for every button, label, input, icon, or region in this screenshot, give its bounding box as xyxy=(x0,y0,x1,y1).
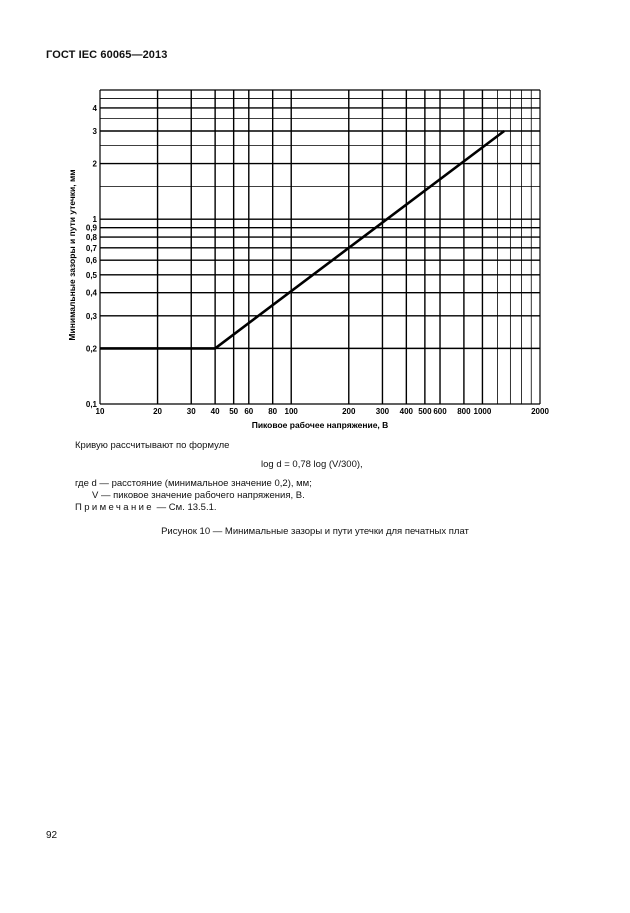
y-tick-label: 4 xyxy=(92,103,97,113)
y-tick-label: 0,2 xyxy=(85,344,97,354)
note-text: — См. 13.5.1. xyxy=(154,502,217,513)
x-tick-label: 500 xyxy=(418,407,432,416)
y-axis-label: Минимальные зазоры и пути утечки, мм xyxy=(67,169,77,341)
formula-intro: Кривую рассчитывают по формуле xyxy=(75,440,230,451)
y-tick-label: 0,5 xyxy=(85,270,97,280)
y-tick-label: 0,9 xyxy=(85,223,97,233)
x-tick-label: 10 xyxy=(95,407,105,416)
x-tick-label: 50 xyxy=(229,407,239,416)
y-tick-label: 1 xyxy=(92,215,97,225)
x-tick-label: 30 xyxy=(186,407,196,416)
y-tick-label: 0,1 xyxy=(85,400,97,409)
page-number: 92 xyxy=(46,830,58,841)
y-tick-labels xyxy=(86,104,98,409)
chart-grid xyxy=(100,90,540,404)
x-tick-label: 60 xyxy=(244,407,254,416)
y-tick-label: 0,4 xyxy=(85,288,97,298)
x-tick-labels xyxy=(96,407,550,416)
y-tick-label: 0,6 xyxy=(85,256,97,266)
x-tick-label: 800 xyxy=(457,407,471,416)
x-tick-label: 100 xyxy=(284,407,298,416)
x-tick-label: 40 xyxy=(210,407,220,416)
figure-caption: Рисунок 10 — Минимальные зазоры и пути утечки для печатных плат xyxy=(161,526,469,537)
definition-v: V — пиковое значение рабочего напряжения, В. xyxy=(92,490,305,501)
y-tick-label: 0,8 xyxy=(85,233,97,243)
x-tick-label: 1000 xyxy=(473,407,492,416)
x-axis-label: Пиковое рабочее напряжение, В xyxy=(251,420,389,430)
y-tick-label: 0,3 xyxy=(85,311,97,321)
x-tick-label: 400 xyxy=(399,407,414,416)
y-tick-label: 0,7 xyxy=(85,243,97,253)
x-tick-label: 300 xyxy=(375,407,390,416)
y-tick-label: 2 xyxy=(92,159,97,169)
definition-d: где d — расстояние (минимальное значение 0,2), мм; xyxy=(75,478,312,489)
x-tick-label: 80 xyxy=(268,407,278,416)
formula: log d = 0,78 log (V/300), xyxy=(261,459,363,470)
note-label: Примечание xyxy=(75,502,154,513)
x-tick-label: 600 xyxy=(433,407,447,416)
x-tick-label: 200 xyxy=(342,407,356,416)
document-header: ГОСТ IEC 60065—2013 xyxy=(46,49,168,61)
x-tick-label: 2000 xyxy=(531,407,549,416)
x-tick-label: 20 xyxy=(153,407,163,416)
y-tick-label: 3 xyxy=(92,127,97,137)
note xyxy=(75,502,217,514)
